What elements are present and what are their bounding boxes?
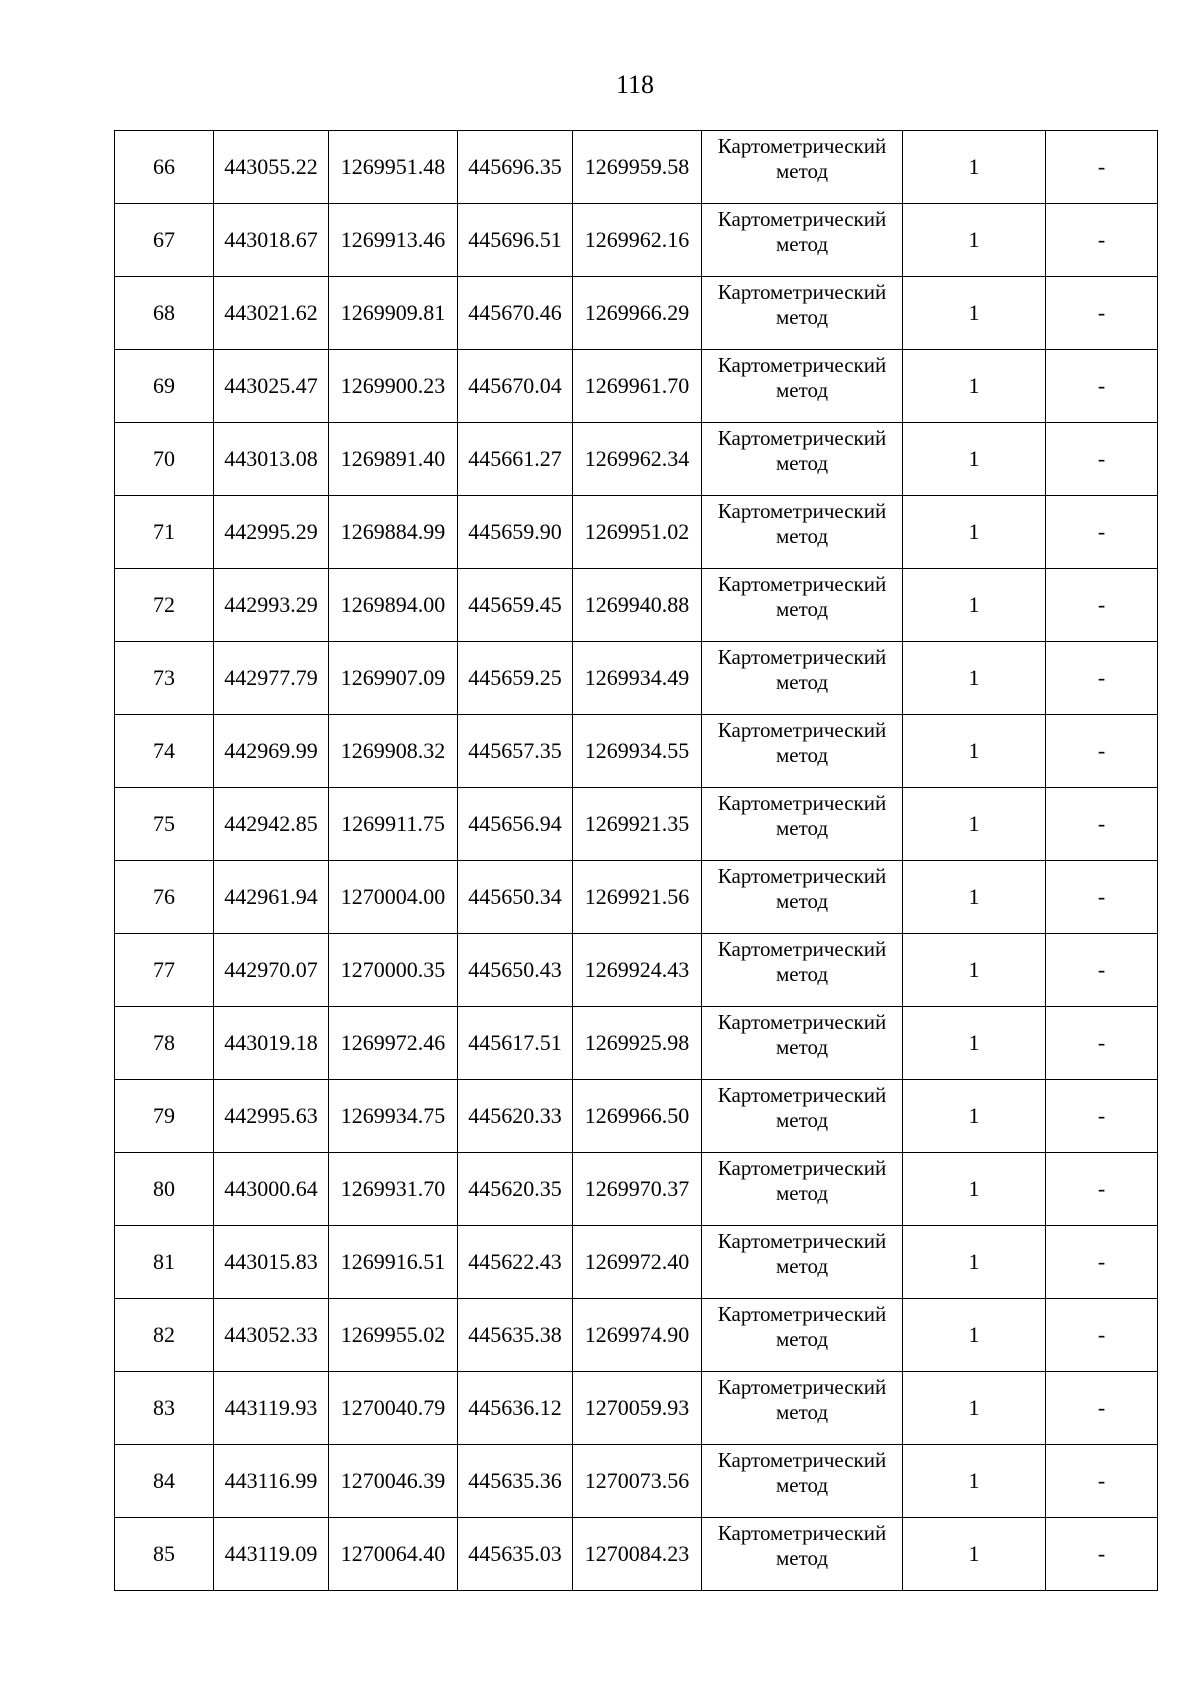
y1-cell: 1269907.09 — [329, 642, 458, 715]
accuracy-cell: 1 — [903, 1007, 1046, 1080]
y1-cell: 1269951.48 — [329, 131, 458, 204]
y2-cell: 1269925.98 — [573, 1007, 702, 1080]
method-cell — [702, 788, 903, 861]
method-line-1: Картометрический — [717, 1375, 887, 1399]
note-cell: - — [1046, 569, 1158, 642]
method-line-2: метод — [775, 1108, 829, 1132]
table-row — [115, 350, 1158, 423]
x2-cell: 445670.04 — [458, 350, 573, 423]
page-number: 118 — [615, 70, 655, 99]
method-line-2: метод — [775, 1327, 829, 1351]
note-cell: - — [1046, 496, 1158, 569]
x1-cell: 442961.94 — [214, 861, 329, 934]
method-line-1: Картометрический — [717, 1156, 887, 1180]
method-cell — [702, 423, 903, 496]
accuracy-cell: 1 — [903, 131, 1046, 204]
x2-cell: 445635.03 — [458, 1518, 573, 1591]
x1-cell: 443013.08 — [214, 423, 329, 496]
table-row — [115, 204, 1158, 277]
method-cell — [702, 934, 903, 1007]
table-row — [115, 496, 1158, 569]
method-line-1: Картометрический — [717, 134, 887, 158]
accuracy-cell: 1 — [903, 350, 1046, 423]
y2-cell: 1269934.49 — [573, 642, 702, 715]
accuracy-cell: 1 — [903, 788, 1046, 861]
x2-cell: 445670.46 — [458, 277, 573, 350]
x2-cell: 445661.27 — [458, 423, 573, 496]
y2-cell: 1270059.93 — [573, 1372, 702, 1445]
point-number-cell: 75 — [115, 788, 214, 861]
note-cell: - — [1046, 277, 1158, 350]
method-line-1: Картометрический — [717, 1229, 887, 1253]
y2-cell: 1269921.35 — [573, 788, 702, 861]
x1-cell: 442977.79 — [214, 642, 329, 715]
accuracy-cell: 1 — [903, 715, 1046, 788]
method-line-1: Картометрический — [717, 426, 887, 450]
method-line-2: метод — [775, 378, 829, 402]
x2-cell: 445620.35 — [458, 1153, 573, 1226]
method-cell — [702, 131, 903, 204]
note-cell: - — [1046, 1226, 1158, 1299]
y1-cell: 1269913.46 — [329, 204, 458, 277]
point-number-cell: 76 — [115, 861, 214, 934]
accuracy-cell: 1 — [903, 1445, 1046, 1518]
y1-cell: 1270000.35 — [329, 934, 458, 1007]
x1-cell: 443015.83 — [214, 1226, 329, 1299]
point-number-cell: 77 — [115, 934, 214, 1007]
x2-cell: 445659.25 — [458, 642, 573, 715]
method-line-1: Картометрический — [717, 718, 887, 742]
y1-cell: 1269900.23 — [329, 350, 458, 423]
method-cell — [702, 350, 903, 423]
y2-cell: 1269962.16 — [573, 204, 702, 277]
method-line-2: метод — [775, 451, 829, 475]
method-line-2: метод — [775, 743, 829, 767]
x2-cell: 445622.43 — [458, 1226, 573, 1299]
note-cell: - — [1046, 1372, 1158, 1445]
y2-cell: 1269924.43 — [573, 934, 702, 1007]
method-cell — [702, 1445, 903, 1518]
method-line-2: метод — [775, 1546, 829, 1570]
table-row — [115, 1226, 1158, 1299]
method-line-2: метод — [775, 232, 829, 256]
method-cell — [702, 496, 903, 569]
table-row — [115, 1080, 1158, 1153]
method-line-1: Картометрический — [717, 207, 887, 231]
point-number-cell: 84 — [115, 1445, 214, 1518]
x2-cell: 445696.51 — [458, 204, 573, 277]
accuracy-cell: 1 — [903, 642, 1046, 715]
y2-cell: 1269934.55 — [573, 715, 702, 788]
y1-cell: 1270040.79 — [329, 1372, 458, 1445]
y2-cell: 1269961.70 — [573, 350, 702, 423]
point-number-cell: 74 — [115, 715, 214, 788]
point-number-cell: 69 — [115, 350, 214, 423]
method-line-1: Картометрический — [717, 937, 887, 961]
y2-cell: 1269966.29 — [573, 277, 702, 350]
x1-cell: 443000.64 — [214, 1153, 329, 1226]
x1-cell: 443019.18 — [214, 1007, 329, 1080]
method-cell — [702, 1372, 903, 1445]
y1-cell: 1269909.81 — [329, 277, 458, 350]
point-number-cell: 85 — [115, 1518, 214, 1591]
x1-cell: 442969.99 — [214, 715, 329, 788]
table-row — [115, 1007, 1158, 1080]
method-line-1: Картометрический — [717, 353, 887, 377]
table-row — [115, 1445, 1158, 1518]
y1-cell: 1270004.00 — [329, 861, 458, 934]
point-number-cell: 82 — [115, 1299, 214, 1372]
method-line-2: метод — [775, 305, 829, 329]
method-cell — [702, 204, 903, 277]
y2-cell: 1269972.40 — [573, 1226, 702, 1299]
method-line-1: Картометрический — [717, 645, 887, 669]
x1-cell: 442942.85 — [214, 788, 329, 861]
method-line-2: метод — [775, 1035, 829, 1059]
y2-cell: 1269940.88 — [573, 569, 702, 642]
x2-cell: 445659.90 — [458, 496, 573, 569]
table-row — [115, 569, 1158, 642]
note-cell: - — [1046, 131, 1158, 204]
table-row — [115, 423, 1158, 496]
point-number-cell: 78 — [115, 1007, 214, 1080]
note-cell: - — [1046, 423, 1158, 496]
table-row — [115, 1299, 1158, 1372]
table-row — [115, 1153, 1158, 1226]
method-line-1: Картометрический — [717, 1302, 887, 1326]
method-line-2: метод — [775, 159, 829, 183]
method-cell — [702, 1299, 903, 1372]
y2-cell: 1269962.34 — [573, 423, 702, 496]
table-row — [115, 861, 1158, 934]
method-line-1: Картометрический — [717, 280, 887, 304]
table-row — [115, 131, 1158, 204]
table-row — [115, 934, 1158, 1007]
note-cell: - — [1046, 204, 1158, 277]
method-cell — [702, 1007, 903, 1080]
method-line-2: метод — [775, 816, 829, 840]
point-number-cell: 71 — [115, 496, 214, 569]
table-row — [115, 788, 1158, 861]
x2-cell: 445696.35 — [458, 131, 573, 204]
note-cell: - — [1046, 1299, 1158, 1372]
accuracy-cell: 1 — [903, 423, 1046, 496]
accuracy-cell: 1 — [903, 1518, 1046, 1591]
y2-cell: 1269974.90 — [573, 1299, 702, 1372]
accuracy-cell: 1 — [903, 1299, 1046, 1372]
method-cell — [702, 1518, 903, 1591]
x1-cell: 443018.67 — [214, 204, 329, 277]
note-cell: - — [1046, 861, 1158, 934]
method-line-2: метод — [775, 1181, 829, 1205]
method-line-1: Картометрический — [717, 864, 887, 888]
method-cell — [702, 569, 903, 642]
accuracy-cell: 1 — [903, 934, 1046, 1007]
y2-cell: 1270073.56 — [573, 1445, 702, 1518]
x2-cell: 445620.33 — [458, 1080, 573, 1153]
y1-cell: 1269972.46 — [329, 1007, 458, 1080]
table-body — [115, 131, 1158, 1591]
x2-cell: 445656.94 — [458, 788, 573, 861]
method-line-2: метод — [775, 889, 829, 913]
method-line-1: Картометрический — [717, 1083, 887, 1107]
y1-cell: 1269916.51 — [329, 1226, 458, 1299]
accuracy-cell: 1 — [903, 204, 1046, 277]
accuracy-cell: 1 — [903, 861, 1046, 934]
note-cell: - — [1046, 788, 1158, 861]
x1-cell: 443052.33 — [214, 1299, 329, 1372]
point-number-cell: 67 — [115, 204, 214, 277]
point-number-cell: 68 — [115, 277, 214, 350]
method-cell — [702, 861, 903, 934]
y1-cell: 1269894.00 — [329, 569, 458, 642]
accuracy-cell: 1 — [903, 1226, 1046, 1299]
y1-cell: 1269931.70 — [329, 1153, 458, 1226]
x2-cell: 445617.51 — [458, 1007, 573, 1080]
note-cell: - — [1046, 1007, 1158, 1080]
table-row — [115, 1372, 1158, 1445]
method-line-2: метод — [775, 962, 829, 986]
accuracy-cell: 1 — [903, 277, 1046, 350]
table-row — [115, 1518, 1158, 1591]
note-cell: - — [1046, 715, 1158, 788]
note-cell: - — [1046, 1153, 1158, 1226]
y2-cell: 1269921.56 — [573, 861, 702, 934]
x1-cell: 443021.62 — [214, 277, 329, 350]
y1-cell: 1269934.75 — [329, 1080, 458, 1153]
method-line-2: метод — [775, 597, 829, 621]
x1-cell: 442995.29 — [214, 496, 329, 569]
x2-cell: 445650.43 — [458, 934, 573, 1007]
y1-cell: 1270046.39 — [329, 1445, 458, 1518]
method-cell — [702, 1226, 903, 1299]
point-number-cell: 70 — [115, 423, 214, 496]
note-cell: - — [1046, 642, 1158, 715]
table-row — [115, 277, 1158, 350]
y1-cell: 1270064.40 — [329, 1518, 458, 1591]
point-number-cell: 83 — [115, 1372, 214, 1445]
accuracy-cell: 1 — [903, 1153, 1046, 1226]
table-row — [115, 642, 1158, 715]
accuracy-cell: 1 — [903, 569, 1046, 642]
x1-cell: 442993.29 — [214, 569, 329, 642]
table-row — [115, 715, 1158, 788]
y2-cell: 1270084.23 — [573, 1518, 702, 1591]
method-cell — [702, 1080, 903, 1153]
method-line-2: метод — [775, 1473, 829, 1497]
method-line-1: Картометрический — [717, 791, 887, 815]
y2-cell: 1269970.37 — [573, 1153, 702, 1226]
y1-cell: 1269884.99 — [329, 496, 458, 569]
x2-cell: 445635.38 — [458, 1299, 573, 1372]
point-number-cell: 72 — [115, 569, 214, 642]
method-line-2: метод — [775, 1254, 829, 1278]
note-cell: - — [1046, 350, 1158, 423]
method-cell — [702, 715, 903, 788]
note-cell: - — [1046, 934, 1158, 1007]
y1-cell: 1269908.32 — [329, 715, 458, 788]
x2-cell: 445659.45 — [458, 569, 573, 642]
method-line-1: Картометрический — [717, 1521, 887, 1545]
x2-cell: 445657.35 — [458, 715, 573, 788]
method-line-2: метод — [775, 670, 829, 694]
y2-cell: 1269966.50 — [573, 1080, 702, 1153]
y1-cell: 1269891.40 — [329, 423, 458, 496]
x1-cell: 443055.22 — [214, 131, 329, 204]
x1-cell: 443025.47 — [214, 350, 329, 423]
method-line-1: Картометрический — [717, 1448, 887, 1472]
point-number-cell: 79 — [115, 1080, 214, 1153]
accuracy-cell: 1 — [903, 1080, 1046, 1153]
y1-cell: 1269911.75 — [329, 788, 458, 861]
accuracy-cell: 1 — [903, 496, 1046, 569]
point-number-cell: 73 — [115, 642, 214, 715]
point-number-cell: 80 — [115, 1153, 214, 1226]
note-cell: - — [1046, 1445, 1158, 1518]
x1-cell: 443116.99 — [214, 1445, 329, 1518]
x1-cell: 443119.93 — [214, 1372, 329, 1445]
point-number-cell: 81 — [115, 1226, 214, 1299]
accuracy-cell: 1 — [903, 1372, 1046, 1445]
x1-cell: 443119.09 — [214, 1518, 329, 1591]
x1-cell: 442995.63 — [214, 1080, 329, 1153]
method-cell — [702, 1153, 903, 1226]
y1-cell: 1269955.02 — [329, 1299, 458, 1372]
method-line-2: метод — [775, 1400, 829, 1424]
method-line-2: метод — [775, 524, 829, 548]
y2-cell: 1269951.02 — [573, 496, 702, 569]
x2-cell: 445636.12 — [458, 1372, 573, 1445]
x2-cell: 445650.34 — [458, 861, 573, 934]
method-line-1: Картометрический — [717, 1010, 887, 1034]
x1-cell: 442970.07 — [214, 934, 329, 1007]
method-cell — [702, 642, 903, 715]
note-cell: - — [1046, 1518, 1158, 1591]
method-line-1: Картометрический — [717, 499, 887, 523]
method-cell — [702, 277, 903, 350]
coordinates-table — [114, 130, 1158, 1591]
y2-cell: 1269959.58 — [573, 131, 702, 204]
note-cell: - — [1046, 1080, 1158, 1153]
method-line-1: Картометрический — [717, 572, 887, 596]
x2-cell: 445635.36 — [458, 1445, 573, 1518]
point-number-cell: 66 — [115, 131, 214, 204]
